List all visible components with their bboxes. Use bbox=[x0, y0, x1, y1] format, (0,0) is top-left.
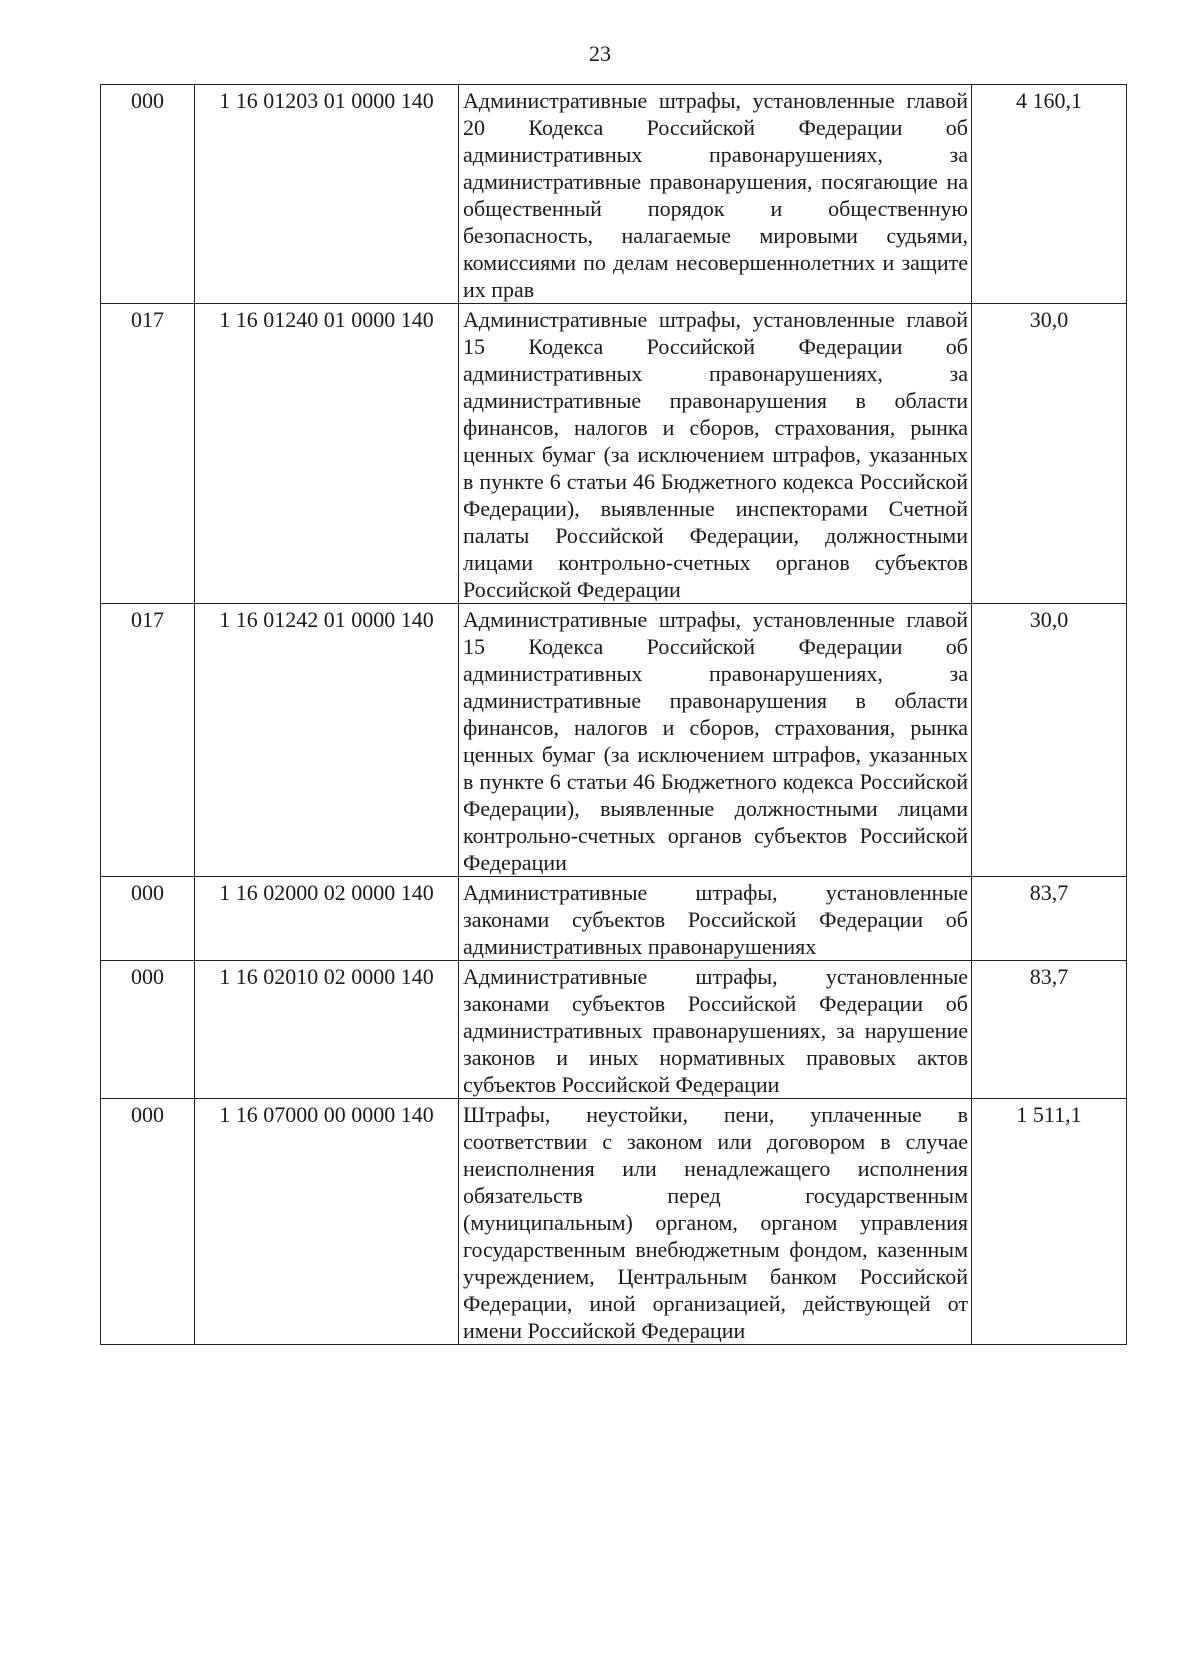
amount-cell: 4 160,1 bbox=[972, 85, 1127, 304]
kbk-code-cell: 1 16 02010 02 0000 140 bbox=[195, 961, 459, 1099]
kbk-code-cell: 1 16 07000 00 0000 140 bbox=[195, 1099, 459, 1345]
table-row bbox=[101, 961, 1127, 1099]
amount-cell: 83,7 bbox=[972, 877, 1127, 961]
admin-code-cell: 000 bbox=[101, 1099, 195, 1345]
admin-code-cell: 000 bbox=[101, 877, 195, 961]
admin-code-cell: 000 bbox=[101, 961, 195, 1099]
amount-cell: 83,7 bbox=[972, 961, 1127, 1099]
kbk-code-cell: 1 16 02000 02 0000 140 bbox=[195, 877, 459, 961]
table-row bbox=[101, 604, 1127, 877]
kbk-code-cell: 1 16 01203 01 0000 140 bbox=[195, 85, 459, 304]
description-cell: Административные штрафы, установленные законами субъектов Российской Федерации об административных правонарушениях, за нарушение законов и иных нормативных правовых актов субъектов Российской Федерации bbox=[459, 961, 972, 1099]
revenue-table bbox=[100, 84, 1127, 1345]
kbk-code-cell: 1 16 01240 01 0000 140 bbox=[195, 304, 459, 604]
page-number: 23 bbox=[589, 41, 611, 66]
admin-code-cell: 017 bbox=[101, 304, 195, 604]
table-row bbox=[101, 304, 1127, 604]
kbk-code-cell: 1 16 01242 01 0000 140 bbox=[195, 604, 459, 877]
admin-code-cell: 000 bbox=[101, 85, 195, 304]
amount-cell: 30,0 bbox=[972, 604, 1127, 877]
description-cell: Административные штрафы, установленные главой 20 Кодекса Российской Федерации об административных правонарушениях, за административные правонарушения, посягающие на общественный порядок и общественную безопасность, налагаемые мировыми судьями, комиссиями по делам несовершеннолетних и защите их прав bbox=[459, 85, 972, 304]
description-cell: Административные штрафы, установленные законами субъектов Российской Федерации об административных правонарушениях bbox=[459, 877, 972, 961]
amount-cell: 1 511,1 bbox=[972, 1099, 1127, 1345]
amount-cell: 30,0 bbox=[972, 304, 1127, 604]
description-cell: Штрафы, неустойки, пени, уплаченные в соответствии с законом или договором в случае неисполнения или ненадлежащего исполнения обязательств перед государственным (муниципальным) органом, органом управления государственным внебюджетным фондом, казенным учреждением, Центральным банком Российской Федерации, иной организацией, действующей от имени Российской Федерации bbox=[459, 1099, 972, 1345]
table-row bbox=[101, 85, 1127, 304]
description-cell: Административные штрафы, установленные главой 15 Кодекса Российской Федерации об административных правонарушениях, за административные правонарушения в области финансов, налогов и сборов, страхования, рынка ценных бумаг (за исключением штрафов, указанных в пункте 6 статьи 46 Бюджетного кодекса Российской Федерации), выявленные должностными лицами контрольно-счетных органов субъектов Российской Федерации bbox=[459, 604, 972, 877]
table-row bbox=[101, 1099, 1127, 1345]
table-row bbox=[101, 877, 1127, 961]
admin-code-cell: 017 bbox=[101, 604, 195, 877]
description-cell: Административные штрафы, установленные главой 15 Кодекса Российской Федерации об административных правонарушениях, за административные правонарушения в области финансов, налогов и сборов, страхования, рынка ценных бумаг (за исключением штрафов, указанных в пункте 6 статьи 46 Бюджетного кодекса Российской Федерации), выявленные инспекторами Счетной палаты Российской Федерации, должностными лицами контрольно-счетных органов субъектов Российской Федерации bbox=[459, 304, 972, 604]
